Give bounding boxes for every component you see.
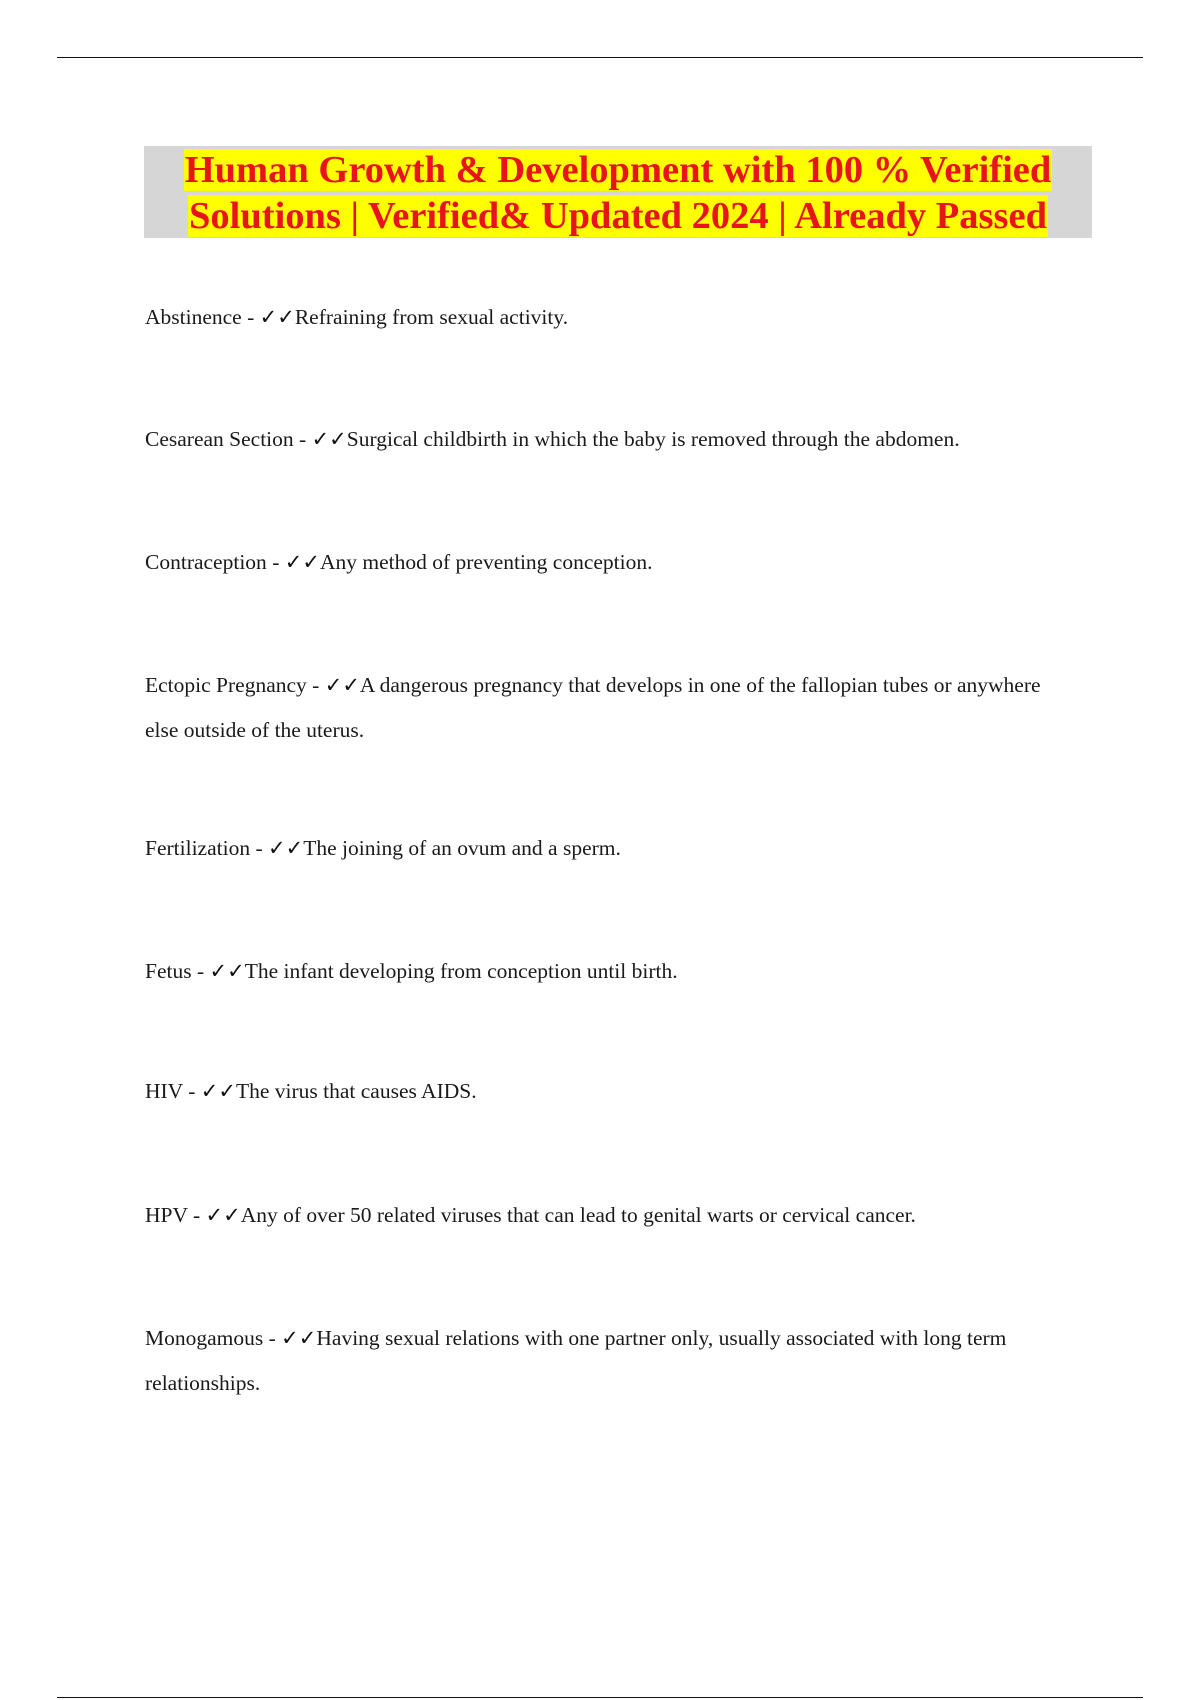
entry-term: Fertilization xyxy=(145,836,251,860)
separator: - xyxy=(187,1203,206,1227)
entry xyxy=(145,1316,1075,1406)
entry-term: Cesarean Section xyxy=(145,427,294,451)
entry-term: Ectopic Pregnancy xyxy=(145,673,307,697)
double-check-icon: ✓✓ xyxy=(268,836,304,860)
separator: - xyxy=(250,836,269,860)
separator: - xyxy=(191,959,210,983)
entry xyxy=(145,295,1075,340)
entry-definition: The virus that causes AIDS. xyxy=(235,1079,477,1103)
separator: - xyxy=(241,305,260,329)
separator: - xyxy=(306,673,325,697)
entry-definition: Having sexual relations with one partner only, usually associated with long term relationships. xyxy=(145,1326,1007,1395)
entry xyxy=(145,949,1075,994)
separator: - xyxy=(266,550,285,574)
entry-definition: Surgical childbirth in which the baby is removed through the abdomen. xyxy=(346,427,960,451)
entry-term: Abstinence xyxy=(145,305,242,329)
entry xyxy=(145,1193,1075,1238)
entry-term: Contraception xyxy=(145,550,267,574)
entry-definition: A dangerous pregnancy that develops in one of the fallopian tubes or anywhere else outside of the uterus. xyxy=(145,673,1041,742)
double-check-icon: ✓✓ xyxy=(205,1203,241,1227)
title-line-1: Human Growth & Development with 100 % Verified xyxy=(184,149,1052,191)
entry-definition: The infant developing from conception until birth. xyxy=(244,959,678,983)
entry-term: HIV xyxy=(145,1079,183,1103)
entry xyxy=(145,663,1075,753)
separator: - xyxy=(293,427,312,451)
double-check-icon: ✓✓ xyxy=(200,1079,236,1103)
double-check-icon: ✓✓ xyxy=(281,1326,317,1350)
separator: - xyxy=(263,1326,282,1350)
entry xyxy=(145,826,1075,871)
double-check-icon: ✓✓ xyxy=(259,305,295,329)
entry xyxy=(145,540,1075,585)
bottom-rule xyxy=(57,1697,1143,1698)
double-check-icon: ✓✓ xyxy=(311,427,347,451)
entry-definition: Any of over 50 related viruses that can lead to genital warts or cervical cancer. xyxy=(240,1203,916,1227)
title-box xyxy=(144,146,1092,238)
separator: - xyxy=(182,1079,201,1103)
entry-definition: Any method of preventing conception. xyxy=(319,550,653,574)
entry xyxy=(145,417,1075,462)
double-check-icon: ✓✓ xyxy=(209,959,245,983)
top-rule xyxy=(57,57,1143,58)
entry-term: Fetus xyxy=(145,959,192,983)
double-check-icon: ✓✓ xyxy=(324,673,360,697)
entry-term: Monogamous xyxy=(145,1326,264,1350)
entry xyxy=(145,1069,1075,1114)
entry-definition: The joining of an ovum and a sperm. xyxy=(303,836,621,860)
double-check-icon: ✓✓ xyxy=(284,550,320,574)
title-line-2: Solutions | Verified& Updated 2024 | Already Passed xyxy=(189,195,1047,237)
entry-definition: Refraining from sexual activity. xyxy=(294,305,569,329)
entry-term: HPV xyxy=(145,1203,188,1227)
